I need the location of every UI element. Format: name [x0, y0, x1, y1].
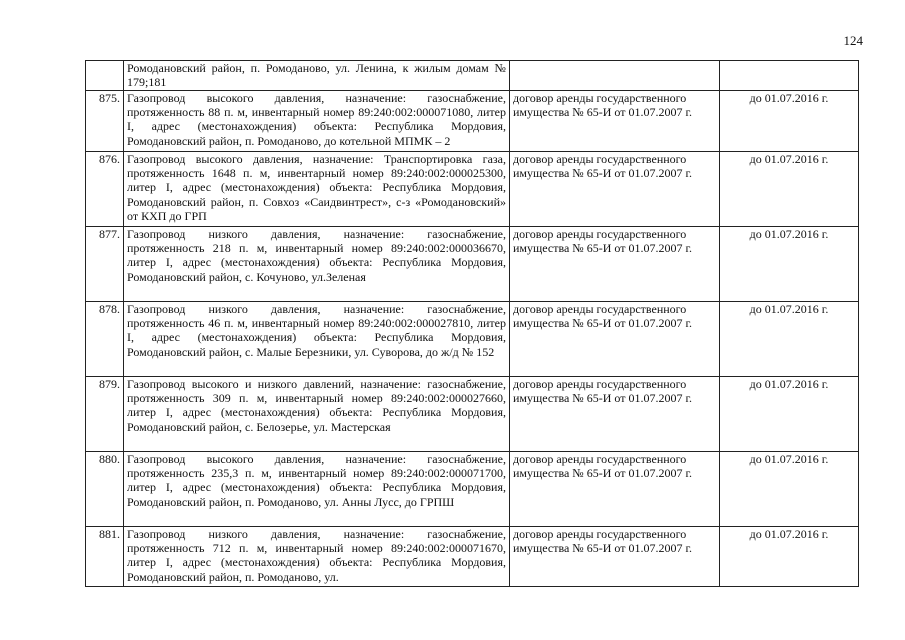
object-description: Ромодановский район, п. Ромоданово, ул. Ленина, к жилым домам № 179;181	[124, 61, 510, 91]
lease-basis: договор аренды государственного имущества № 65-И от 01.07.2007 г.	[510, 377, 720, 452]
object-description: Газопровод низкого давления, назначение: газоснабжение, протяженность 218 п. м, инвентарный номер 89:240:002:000036670, литер I, адрес (местонахождения) объекта: Республика Мордовия, Ромодановский район, с. Кочуново, ул.Зеленая	[124, 227, 510, 302]
lease-basis: договор аренды государственного имущества № 65-И от 01.07.2007 г.	[510, 302, 720, 377]
lease-basis: договор аренды государственного имущества № 65-И от 01.07.2007 г.	[510, 452, 720, 527]
lease-basis	[510, 61, 720, 91]
object-description: Газопровод высокого давления, назначение: Транспортировка газа, протяженность 1648 п. м, инвентарный номер 89:240:002:000025300, литер I, адрес (местонахождения) объекта: Республика Мордовия, Ромодановский район, п. Совхоз «Саидвинтрест», с-з «Ромодановский» от КХП до ГРП	[124, 152, 510, 227]
lease-term: до 01.07.2016 г.	[720, 302, 859, 377]
lease-basis: договор аренды государственного имущества № 65-И от 01.07.2007 г.	[510, 227, 720, 302]
property-table	[85, 60, 859, 587]
row-number: 877.	[86, 227, 124, 302]
table-row	[86, 452, 859, 527]
lease-basis: договор аренды государственного имущества № 65-И от 01.07.2007 г.	[510, 91, 720, 152]
table-row	[86, 527, 859, 587]
lease-term: до 01.07.2016 г.	[720, 91, 859, 152]
row-number	[86, 61, 124, 91]
lease-term: до 01.07.2016 г.	[720, 152, 859, 227]
lease-term: до 01.07.2016 г.	[720, 527, 859, 587]
row-number: 879.	[86, 377, 124, 452]
property-table-container	[85, 60, 858, 587]
lease-term: до 01.07.2016 г.	[720, 377, 859, 452]
object-description: Газопровод низкого давления, назначение: газоснабжение, протяженность 712 п. м, инвентарный номер 89:240:002:000071670, литер I, адрес (местонахождения) объекта: Республика Мордовия, Ромодановский район, п. Ромоданово, ул.	[124, 527, 510, 587]
table-row	[86, 377, 859, 452]
row-number: 878.	[86, 302, 124, 377]
table-row	[86, 302, 859, 377]
row-number: 875.	[86, 91, 124, 152]
table-row	[86, 152, 859, 227]
row-number: 876.	[86, 152, 124, 227]
table-row	[86, 61, 859, 91]
lease-term: до 01.07.2016 г.	[720, 227, 859, 302]
lease-basis: договор аренды государственного имущества № 65-И от 01.07.2007 г.	[510, 152, 720, 227]
lease-basis: договор аренды государственного имущества № 65-И от 01.07.2007 г.	[510, 527, 720, 587]
object-description: Газопровод высокого давления, назначение: газоснабжение, протяженность 88 п. м, инвентарный номер 89:240:002:000071080, литер I, адрес (местонахождения) объекта: Республика Мордовия, Ромодановский район, п. Ромоданово, до котельной МПМК – 2	[124, 91, 510, 152]
table-row	[86, 227, 859, 302]
lease-term: до 01.07.2016 г.	[720, 452, 859, 527]
page-number: 124	[843, 33, 863, 48]
object-description: Газопровод высокого и низкого давлений, назначение: газоснабжение, протяженность 309 п. м, инвентарный номер 89:240:002:000027660, литер I, адрес (местонахождения) объекта: Республика Мордовия, Ромодановский район, с. Белозерье, ул. Мастерская	[124, 377, 510, 452]
row-number: 880.	[86, 452, 124, 527]
table-row	[86, 91, 859, 152]
lease-term	[720, 61, 859, 91]
object-description: Газопровод высокого давления, назначение: газоснабжение, протяженность 235,3 п. м, инвентарный номер 89:240:002:000071700, литер I, адрес (местонахождения) объекта: Республика Мордовия, Ромодановский район, п. Ромоданово, ул. Анны Лусс, до ГРПШ	[124, 452, 510, 527]
row-number: 881.	[86, 527, 124, 587]
object-description: Газопровод низкого давления, назначение: газоснабжение, протяженность 46 п. м, инвентарный номер 89:240:002:000027810, литер I, адрес (местонахождения) объекта: Республика Мордовия, Ромодановский район, с. Малые Березники, ул. Суворова, до ж/д № 152	[124, 302, 510, 377]
